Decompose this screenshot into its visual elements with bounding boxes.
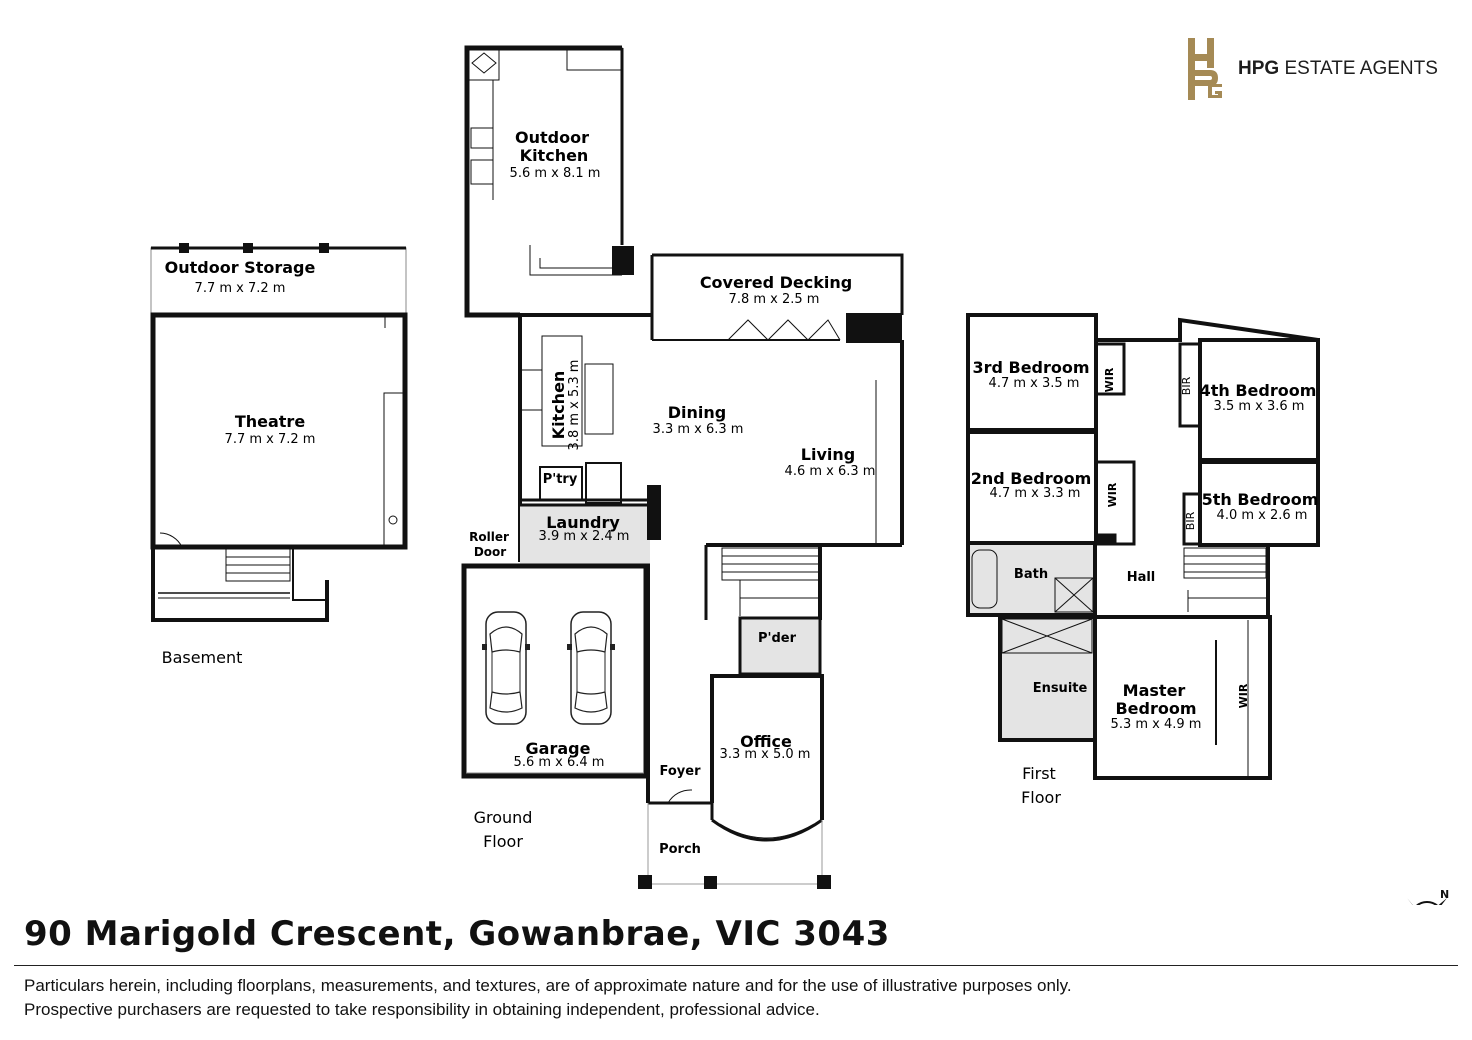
bedroom3-name: 3rd Bedroom [972, 358, 1090, 377]
laundry-name: Laundry [546, 513, 620, 532]
ground-floor-label-2: Floor [483, 832, 523, 851]
theatre-name: Theatre [234, 412, 306, 431]
office-name: Office [740, 732, 792, 751]
outdoor-kitchen-name-2: Kitchen [519, 146, 589, 165]
bath-name: Bath [1013, 567, 1049, 582]
divider [14, 965, 1458, 966]
bedroom2-dims: 4.7 m x 3.3 m [989, 486, 1081, 501]
compass-north-label: N [1440, 888, 1450, 901]
powder-name: P'der [757, 631, 797, 646]
bedroom5-name: 5th Bedroom [1201, 490, 1319, 509]
master-name-2: Bedroom [1115, 699, 1197, 718]
covered-decking-name: Covered Decking [699, 273, 853, 292]
property-address: 90 Marigold Crescent, Gowanbrae, VIC 3043 [24, 914, 890, 954]
roller-door-label-1: Roller [469, 530, 509, 544]
basement-label: Basement [161, 648, 243, 667]
outdoor-kitchen-name-1: Outdoor [515, 128, 589, 147]
laundry-dims: 3.9 m x 2.4 m [538, 529, 630, 544]
roller-door-label-2: Door [473, 545, 507, 559]
first-floor-label-2: Floor [1021, 788, 1061, 807]
outdoor-storage-name: Outdoor Storage [164, 258, 316, 277]
living-dims: 4.6 m x 6.3 m [784, 464, 876, 479]
office-dims: 3.3 m x 5.0 m [719, 747, 811, 762]
kitchen-name: Kitchen [549, 370, 568, 440]
master-dims: 5.3 m x 4.9 m [1110, 717, 1202, 732]
disclaimer-line-1: Particulars herein, including floorplans, measurements, and textures, are of approximate nature and for the use of illustrative purposes only. [24, 976, 1072, 995]
outdoor-kitchen-dims: 5.6 m x 8.1 m [509, 166, 601, 181]
bir-label-4: BIR [1180, 376, 1193, 396]
hall-name: Hall [1126, 570, 1156, 585]
foyer-name: Foyer [659, 764, 701, 779]
brand-name: HPG ESTATE AGENTS [1238, 58, 1438, 79]
bedroom4-dims: 3.5 m x 3.6 m [1213, 399, 1305, 414]
ensuite-name: Ensuite [1032, 681, 1088, 696]
wir-label-2: WIR [1106, 482, 1119, 508]
disclaimer-line-2: Prospective purchasers are requested to take responsibility in obtaining independent, professional advice. [24, 1000, 820, 1019]
kitchen-dims: 3.8 m x 5.3 m [567, 359, 582, 451]
dining-dims: 3.3 m x 6.3 m [652, 422, 744, 437]
bedroom2-name: 2nd Bedroom [970, 469, 1092, 488]
garage-name: Garage [525, 739, 591, 758]
first-floor-label-1: First [1022, 764, 1056, 783]
master-name-1: Master [1122, 681, 1186, 700]
wir-label-3: WIR [1103, 367, 1116, 393]
pantry-name: P'try [542, 472, 578, 487]
bedroom5-dims: 4.0 m x 2.6 m [1216, 508, 1308, 523]
porch-name: Porch [659, 842, 701, 857]
wir-label-master: WIR [1237, 683, 1250, 709]
outdoor-storage-dims: 7.7 m x 7.2 m [194, 281, 286, 296]
bedroom4-name: 4th Bedroom [1199, 381, 1317, 400]
dining-name: Dining [667, 403, 727, 422]
covered-decking-dims: 7.8 m x 2.5 m [728, 292, 820, 307]
garage-dims: 5.6 m x 6.4 m [513, 755, 605, 770]
bedroom3-dims: 4.7 m x 3.5 m [988, 376, 1080, 391]
theatre-dims: 7.7 m x 7.2 m [224, 432, 316, 447]
bir-label-5: BIR [1184, 511, 1197, 531]
ground-floor-label-1: Ground [473, 808, 533, 827]
living-name: Living [800, 445, 856, 464]
